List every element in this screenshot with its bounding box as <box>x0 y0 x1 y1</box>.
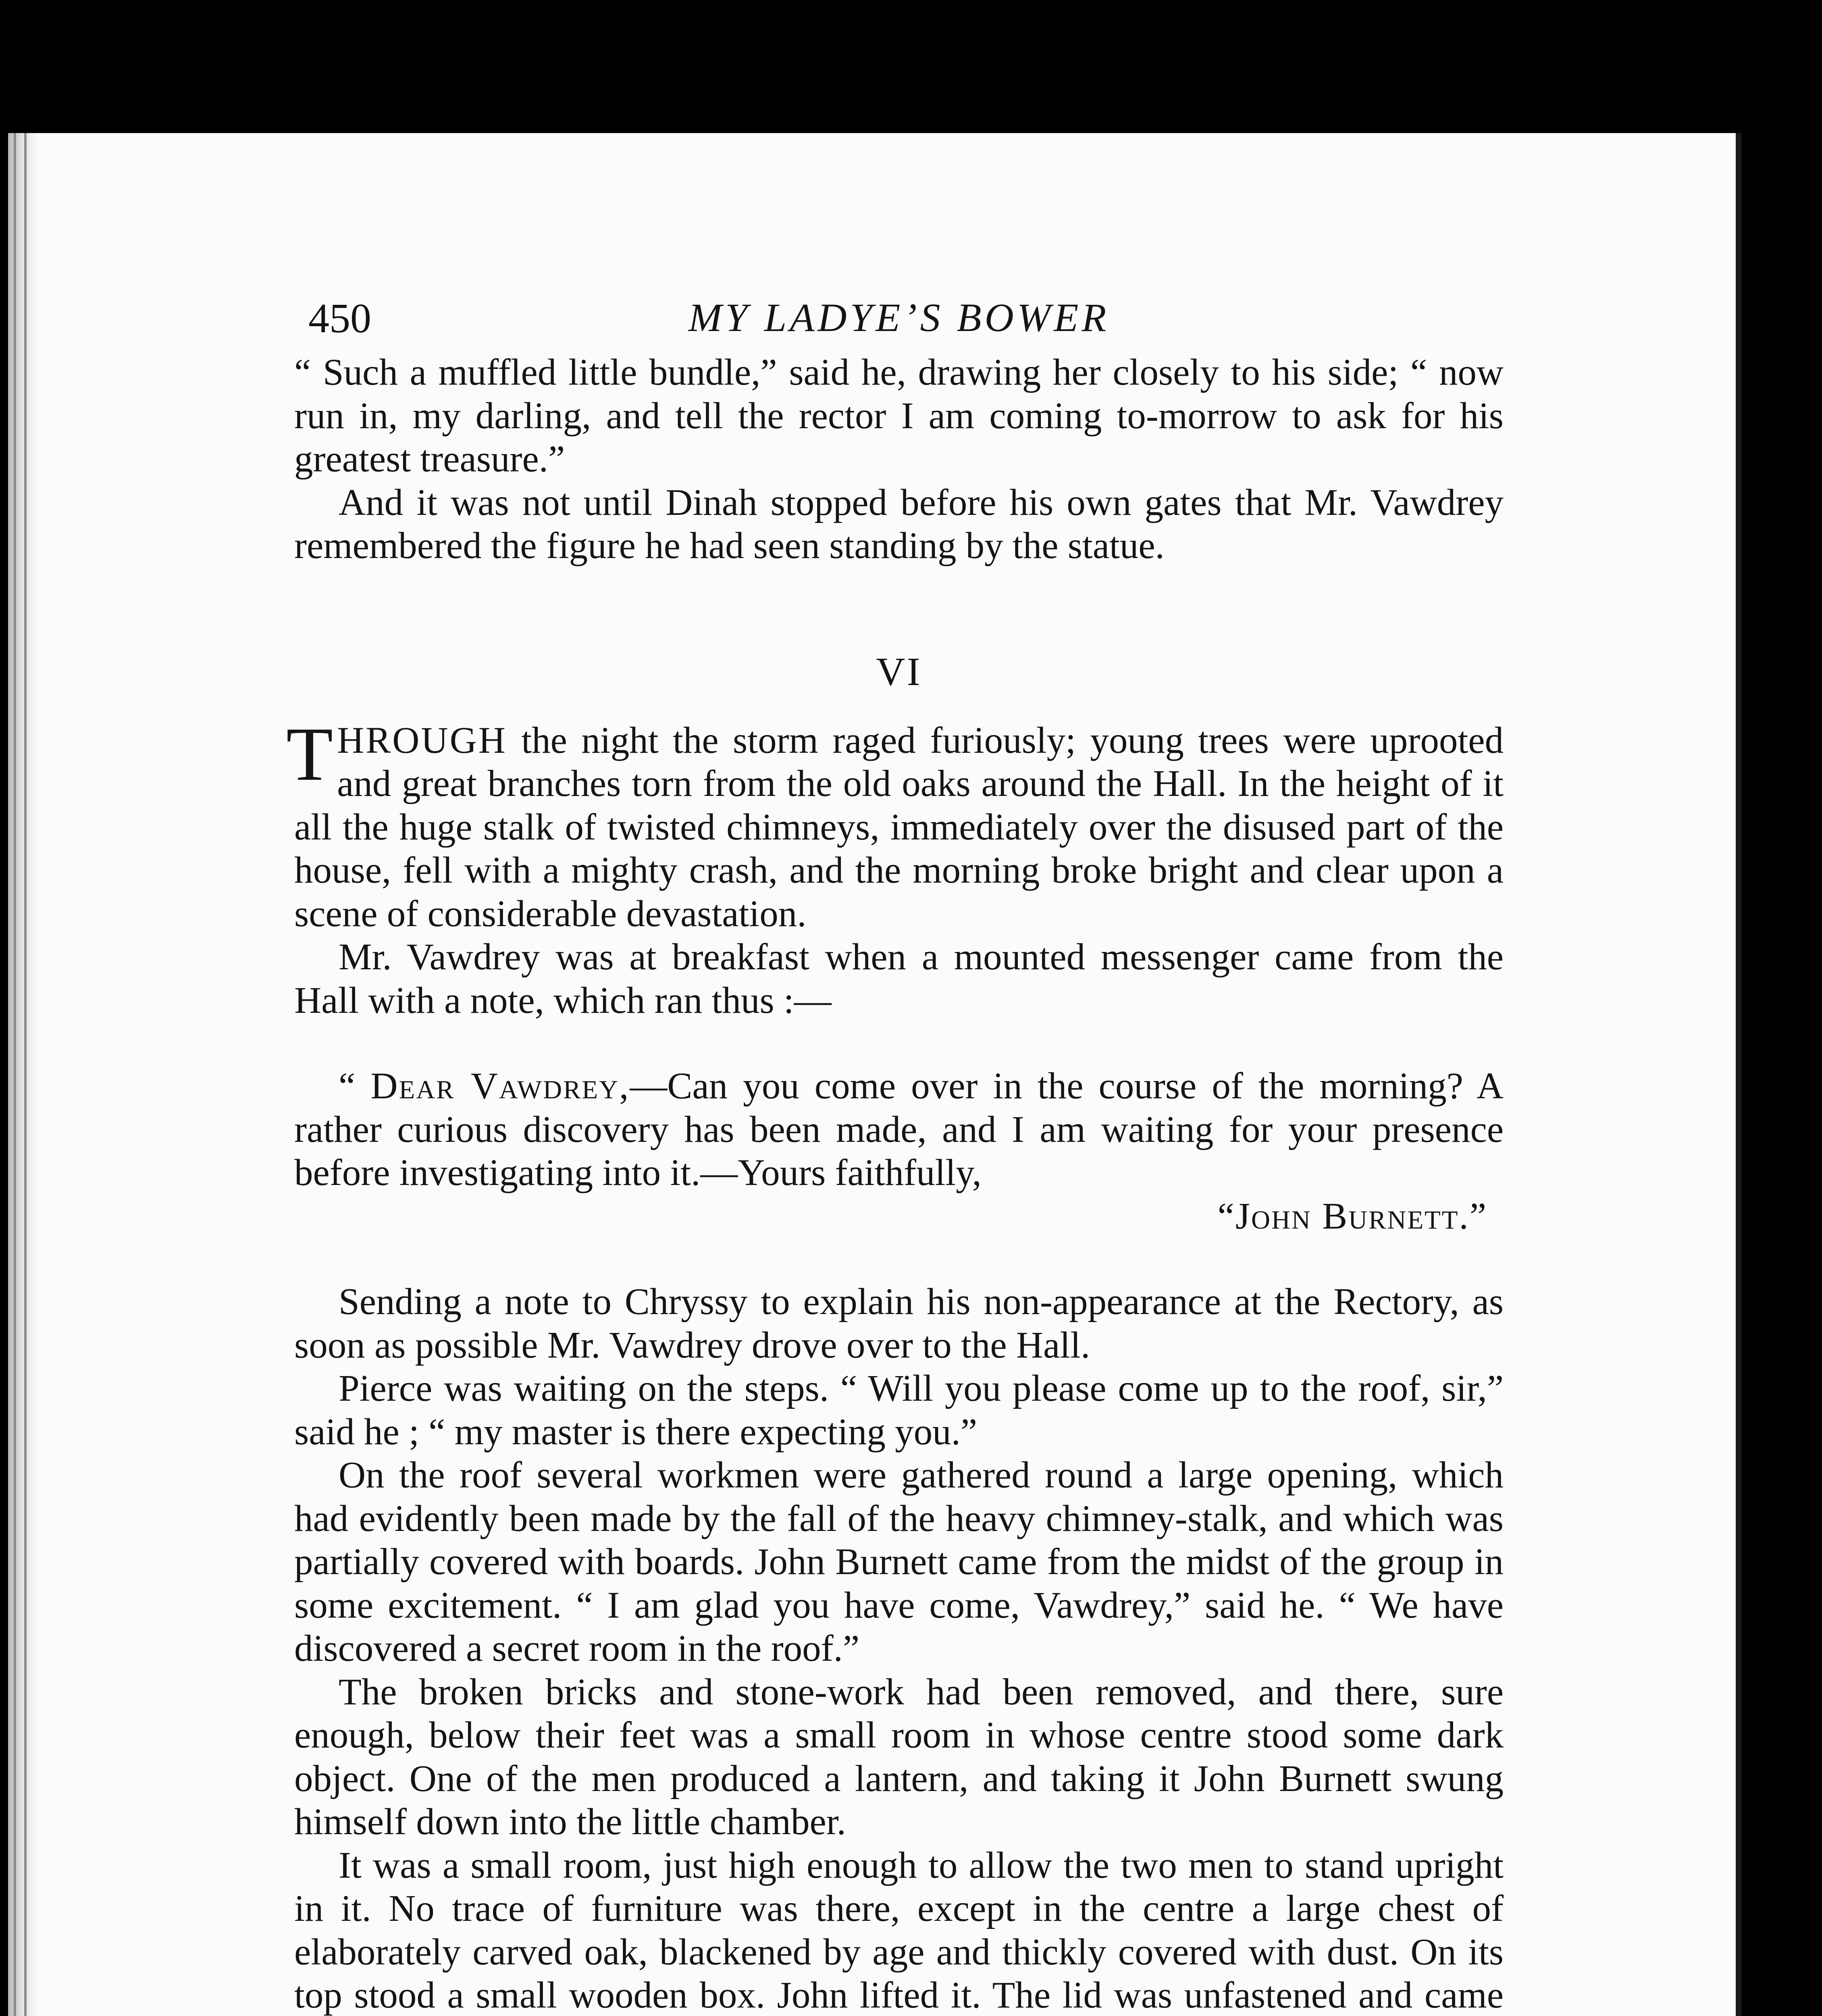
paragraph: And it was not until Dinah stopped before his own gates that Mr. Vawdrey remembered the figure he had seen standing by the statue. <box>294 481 1504 566</box>
spine-shadow-line <box>24 133 27 2016</box>
spine-shadow-line <box>14 133 16 2016</box>
paragraph: Mr. Vawdrey was at breakfast when a mounted messenger came from the Hall with a note, which ran thus :— <box>294 936 1504 1021</box>
opening-text: the night the storm raged furiously; young trees were uprooted and great branches torn from the old oaks around the Hall. In the height of it all the huge stalk of twisted chimneys, immediately over the disused part of the house, fell with a mighty crash, and the morning broke bright and clear upon a scene of considerable devastation. <box>294 719 1504 935</box>
letter-body: —Can you come over in the course of the morning? A rather curious discovery has been made, and I am waiting for your presence before investigating into it.—Yours faithfully, <box>294 1065 1504 1193</box>
drop-cap: T <box>286 712 333 797</box>
paragraph: It was a small room, just high enough to allow the two men to stand upright in it. No trace of furniture was there, except in the centre a large chest of elaborately carved oak, blackened by age and thickly covered with dust. On its top stood a small wooden box. John lifted it. The lid was unfastened and came <box>294 1844 1504 2016</box>
running-title: MY LADYE’S BOWER <box>688 295 1110 340</box>
paragraph: “ Such a muffled little bundle,” said he, drawing her closely to his side; “ now run in, my darling, and tell the rector I am coming to-morrow to ask for his greatest treasure.” <box>294 352 1504 480</box>
opening-capitals: HROUGH <box>337 719 507 761</box>
letter-open-quote: “ <box>339 1065 371 1107</box>
letter-text <box>294 1064 1504 1195</box>
paragraph: Sending a note to Chryssy to explain his non-appearance at the Rectory, as soon as possible Mr. Vawdrey drove over to the Hall. <box>294 1281 1504 1366</box>
paragraph: The broken bricks and stone-work had been removed, and there, sure enough, below their feet was a small room in whose centre stood some dark object. One of the men produced a lantern, and taking it John Burnett swung himself down into the little chamber. <box>294 1671 1504 1843</box>
chapter-heading: VI <box>876 649 922 694</box>
text-block <box>286 294 1504 2016</box>
signature-close-quote: ” <box>1469 1195 1487 1237</box>
page-number: 450 <box>308 295 371 342</box>
page-right-edge <box>1736 133 1741 2016</box>
book-page <box>8 133 1741 2016</box>
book-spine <box>8 133 36 2016</box>
spacer <box>294 1022 1504 1064</box>
spacer <box>294 1238 1504 1280</box>
paragraph: On the roof several workmen were gathered round a large opening, which had evidently been made by the fall of the heavy chimney-stalk, and which was partially covered with boards. John Burnett came from the midst of the group in some excitement. “ I am glad you have come, Vawdrey,” said he. “ We have discovered a secret room in the roof.” <box>294 1454 1504 1669</box>
letter-salutation: Dear Vawdrey, <box>370 1065 630 1107</box>
running-head <box>294 294 1504 351</box>
signature-open-quote: “ <box>1217 1195 1235 1237</box>
paragraph: Pierce was waiting on the steps. “ Will you please come up to the roof, sir,” said he ; “ my master is there expecting you.” <box>294 1368 1504 1453</box>
signature-name: John Burnett. <box>1235 1195 1470 1237</box>
chapter-opening-paragraph <box>286 712 1504 936</box>
letter-signature <box>294 1195 1504 1238</box>
